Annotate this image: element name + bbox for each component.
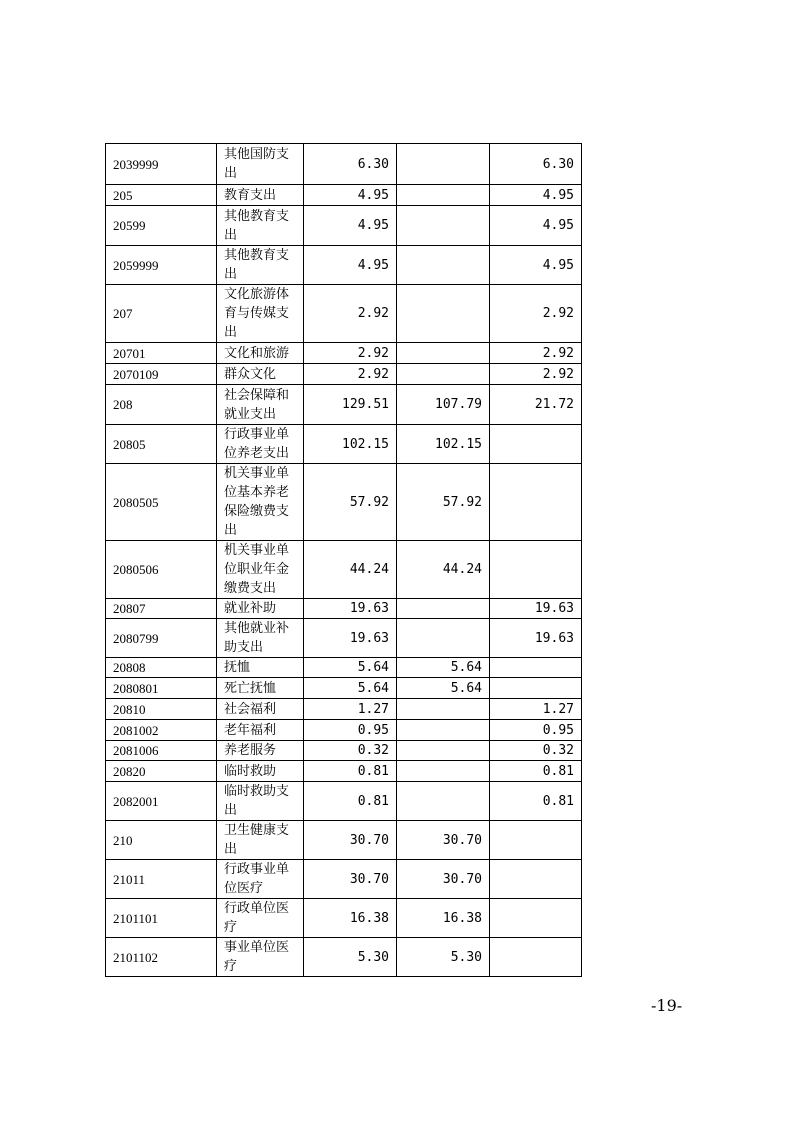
row-project: 19.63 <box>490 599 582 619</box>
row-project <box>490 678 582 699</box>
row-project: 2.92 <box>490 364 582 385</box>
row-basic <box>397 285 490 343</box>
row-basic: 5.64 <box>397 658 490 678</box>
row-code: 210 <box>106 821 217 860</box>
row-basic: 57.92 <box>397 464 490 541</box>
row-basic <box>397 144 490 185</box>
row-code: 2080801 <box>106 678 217 699</box>
row-name: 群众文化 <box>217 364 304 385</box>
row-total: 0.81 <box>304 761 397 782</box>
row-total: 4.95 <box>304 246 397 285</box>
row-name: 临时救助 <box>217 761 304 782</box>
row-name: 社会福利 <box>217 699 304 720</box>
row-project: 2.92 <box>490 343 582 364</box>
row-code: 2080799 <box>106 619 217 658</box>
row-basic <box>397 720 490 741</box>
row-basic: 107.79 <box>397 385 490 425</box>
row-project <box>490 541 582 599</box>
table-row <box>106 285 582 343</box>
table-row <box>106 899 582 938</box>
row-code: 20599 <box>106 206 217 246</box>
row-name: 行政事业单位养老支出 <box>217 425 304 464</box>
row-total: 102.15 <box>304 425 397 464</box>
row-basic <box>397 343 490 364</box>
table-row <box>106 821 582 860</box>
row-basic <box>397 246 490 285</box>
table-row <box>106 938 582 977</box>
row-total: 19.63 <box>304 619 397 658</box>
row-project <box>490 860 582 899</box>
row-code: 20808 <box>106 658 217 678</box>
row-name: 文化旅游体育与传媒支出 <box>217 285 304 343</box>
row-total: 0.95 <box>304 720 397 741</box>
row-name: 行政单位医疗 <box>217 899 304 938</box>
row-name: 临时救助支出 <box>217 782 304 821</box>
row-total: 57.92 <box>304 464 397 541</box>
table-row <box>106 860 582 899</box>
row-total: 2.92 <box>304 285 397 343</box>
table-row <box>106 619 582 658</box>
row-project <box>490 464 582 541</box>
row-code: 2101101 <box>106 899 217 938</box>
table-row <box>106 599 582 619</box>
row-basic <box>397 599 490 619</box>
table-row <box>106 699 582 720</box>
row-total: 5.30 <box>304 938 397 977</box>
row-code: 2080506 <box>106 541 217 599</box>
table-row <box>106 425 582 464</box>
table-row <box>106 658 582 678</box>
row-project <box>490 899 582 938</box>
row-basic <box>397 699 490 720</box>
row-basic <box>397 741 490 761</box>
row-basic: 30.70 <box>397 860 490 899</box>
row-code: 205 <box>106 185 217 206</box>
row-code: 207 <box>106 285 217 343</box>
row-name: 机关事业单位基本养老保险缴费支出 <box>217 464 304 541</box>
row-total: 0.81 <box>304 782 397 821</box>
row-code: 2082001 <box>106 782 217 821</box>
row-name: 养老服务 <box>217 741 304 761</box>
row-total: 19.63 <box>304 599 397 619</box>
row-name: 机关事业单位职业年金缴费支出 <box>217 541 304 599</box>
row-total: 5.64 <box>304 678 397 699</box>
row-basic: 102.15 <box>397 425 490 464</box>
row-name: 其他教育支出 <box>217 246 304 285</box>
row-total: 129.51 <box>304 385 397 425</box>
row-name: 死亡抚恤 <box>217 678 304 699</box>
row-total: 4.95 <box>304 185 397 206</box>
page-number: -19- <box>651 996 683 1015</box>
row-total: 4.95 <box>304 206 397 246</box>
table-row <box>106 720 582 741</box>
row-project: 1.27 <box>490 699 582 720</box>
row-project: 6.30 <box>490 144 582 185</box>
table-row <box>106 246 582 285</box>
row-name: 行政事业单位医疗 <box>217 860 304 899</box>
row-name: 社会保障和就业支出 <box>217 385 304 425</box>
table-row <box>106 144 582 185</box>
row-name: 其他就业补助支出 <box>217 619 304 658</box>
row-project: 21.72 <box>490 385 582 425</box>
row-name: 其他国防支出 <box>217 144 304 185</box>
row-basic <box>397 619 490 658</box>
row-code: 20810 <box>106 699 217 720</box>
row-total: 16.38 <box>304 899 397 938</box>
row-name: 抚恤 <box>217 658 304 678</box>
row-name: 文化和旅游 <box>217 343 304 364</box>
row-name: 卫生健康支出 <box>217 821 304 860</box>
table-row <box>106 385 582 425</box>
row-code: 20701 <box>106 343 217 364</box>
table-row <box>106 678 582 699</box>
row-project <box>490 821 582 860</box>
row-project: 0.81 <box>490 761 582 782</box>
row-total: 44.24 <box>304 541 397 599</box>
table-row <box>106 206 582 246</box>
budget-table <box>105 143 582 977</box>
row-code: 20820 <box>106 761 217 782</box>
row-code: 2070109 <box>106 364 217 385</box>
table-row <box>106 343 582 364</box>
row-name: 其他教育支出 <box>217 206 304 246</box>
row-name: 老年福利 <box>217 720 304 741</box>
table-row <box>106 741 582 761</box>
row-total: 1.27 <box>304 699 397 720</box>
row-code: 2081002 <box>106 720 217 741</box>
row-total: 0.32 <box>304 741 397 761</box>
row-code: 2039999 <box>106 144 217 185</box>
row-basic: 44.24 <box>397 541 490 599</box>
row-project: 2.92 <box>490 285 582 343</box>
row-basic: 30.70 <box>397 821 490 860</box>
budget-table-body <box>106 144 582 977</box>
row-code: 2080505 <box>106 464 217 541</box>
row-code: 2101102 <box>106 938 217 977</box>
row-project <box>490 658 582 678</box>
table-row <box>106 185 582 206</box>
table-row <box>106 761 582 782</box>
row-basic <box>397 185 490 206</box>
row-total: 6.30 <box>304 144 397 185</box>
row-code: 2081006 <box>106 741 217 761</box>
row-total: 30.70 <box>304 860 397 899</box>
row-project: 4.95 <box>490 206 582 246</box>
row-total: 2.92 <box>304 364 397 385</box>
row-basic: 5.30 <box>397 938 490 977</box>
row-project <box>490 938 582 977</box>
row-code: 2059999 <box>106 246 217 285</box>
row-project: 0.32 <box>490 741 582 761</box>
row-basic <box>397 761 490 782</box>
row-total: 2.92 <box>304 343 397 364</box>
row-name: 就业补助 <box>217 599 304 619</box>
row-basic: 16.38 <box>397 899 490 938</box>
row-project: 4.95 <box>490 185 582 206</box>
row-code: 20807 <box>106 599 217 619</box>
row-name: 教育支出 <box>217 185 304 206</box>
row-project: 4.95 <box>490 246 582 285</box>
row-code: 21011 <box>106 860 217 899</box>
row-total: 30.70 <box>304 821 397 860</box>
row-project <box>490 425 582 464</box>
table-row <box>106 782 582 821</box>
row-project: 19.63 <box>490 619 582 658</box>
row-basic <box>397 782 490 821</box>
row-basic <box>397 364 490 385</box>
table-row <box>106 541 582 599</box>
row-basic: 5.64 <box>397 678 490 699</box>
row-code: 208 <box>106 385 217 425</box>
row-project: 0.95 <box>490 720 582 741</box>
row-project: 0.81 <box>490 782 582 821</box>
table-row <box>106 464 582 541</box>
table-row <box>106 364 582 385</box>
row-basic <box>397 206 490 246</box>
row-name: 事业单位医疗 <box>217 938 304 977</box>
row-total: 5.64 <box>304 658 397 678</box>
row-code: 20805 <box>106 425 217 464</box>
